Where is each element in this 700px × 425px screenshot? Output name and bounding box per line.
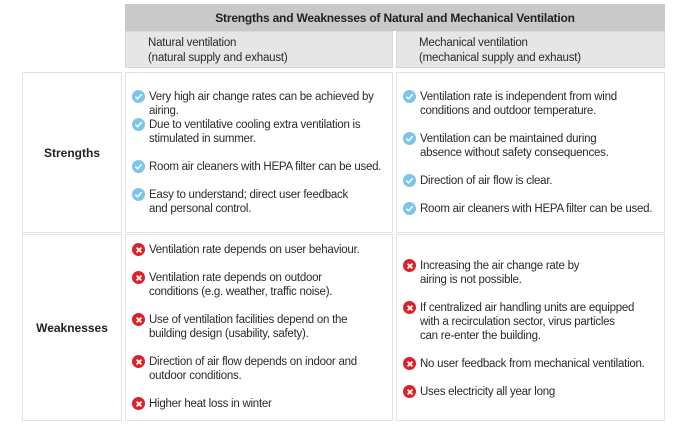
list-item: Room air cleaners with HEPA filter can be used. <box>132 160 388 174</box>
x-circle-icon <box>132 243 145 256</box>
check-circle-icon <box>403 132 416 145</box>
list-item: Very high air change rates can be achieved by airing. <box>132 90 388 118</box>
list-item: Due to ventilative cooling extra ventilation is stimulated in summer. <box>132 118 388 146</box>
weaknesses-mechanical-cell <box>396 234 665 421</box>
weaknesses-natural-cell <box>125 234 393 421</box>
list-item: No user feedback from mechanical ventilation. <box>403 357 660 371</box>
list-item: Ventilation rate depends on user behaviour. <box>132 243 388 257</box>
row-label-strengths <box>22 72 122 233</box>
list-item: Uses electricity all year long <box>403 385 660 399</box>
column-header-natural-subtitle: (natural supply and exhaust) <box>148 52 288 64</box>
check-circle-icon <box>132 90 145 103</box>
list-item: Room air cleaners with HEPA filter can be used. <box>403 202 660 216</box>
list-item: If centralized air handling units are equipped with a recirculation sector, virus particles can re-enter the building. <box>403 301 660 343</box>
list-item: Increasing the air change rate by airing is not possible. <box>403 259 660 287</box>
check-circle-icon <box>403 90 416 103</box>
x-circle-icon <box>132 397 145 410</box>
check-circle-icon <box>132 160 145 173</box>
x-circle-icon <box>132 355 145 368</box>
check-circle-icon <box>132 118 145 131</box>
list-item: Ventilation rate depends on outdoor conditions (e.g. weather, traffic noise). <box>132 271 388 299</box>
list-item: Ventilation rate is independent from wind conditions and outdoor temperature. <box>403 90 660 118</box>
list-item: Direction of air flow is clear. <box>403 174 660 188</box>
check-circle-icon <box>403 202 416 215</box>
column-header-natural-name: Natural ventilation <box>148 37 237 49</box>
check-circle-icon <box>132 188 145 201</box>
x-circle-icon <box>132 271 145 284</box>
check-circle-icon <box>403 174 416 187</box>
strengths-mechanical-cell <box>396 72 665 233</box>
column-header-natural <box>125 31 393 68</box>
list-item: Easy to understand; direct user feedback and personal control. <box>132 188 388 216</box>
x-circle-icon <box>403 301 416 314</box>
row-label-weaknesses <box>22 234 122 421</box>
table-title: Strengths and Weaknesses of Natural and Mechanical Ventilation <box>125 4 665 31</box>
x-circle-icon <box>403 357 416 370</box>
x-circle-icon <box>132 313 145 326</box>
list-item: Direction of air flow depends on indoor and outdoor conditions. <box>132 355 388 383</box>
row-label-weaknesses-text: Weaknesses <box>36 320 108 335</box>
column-header-mechanical <box>396 31 665 68</box>
list-item: Ventilation can be maintained during absence without safety consequences. <box>403 132 660 160</box>
x-circle-icon <box>403 259 416 272</box>
list-item: Higher heat loss in winter <box>132 397 388 411</box>
column-header-mechanical-name: Mechanical ventilation <box>419 37 528 49</box>
x-circle-icon <box>403 385 416 398</box>
list-item: Use of ventilation facilities depend on the building design (usability, safety). <box>132 313 388 341</box>
column-header-mechanical-subtitle: (mechanical supply and exhaust) <box>419 52 581 64</box>
row-label-strengths-text: Strengths <box>43 145 100 160</box>
strengths-natural-cell <box>125 72 393 233</box>
